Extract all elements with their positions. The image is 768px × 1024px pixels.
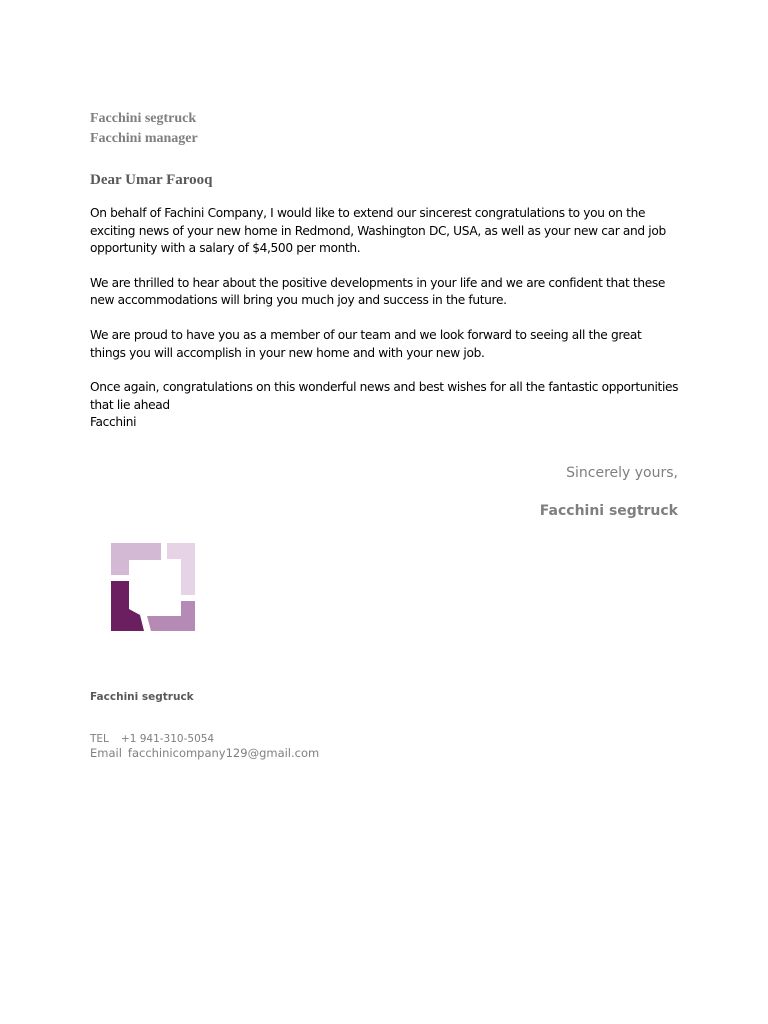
salutation: Dear Umar Farooq: [90, 172, 213, 188]
logo-top-left-piece: [111, 543, 161, 575]
phone-label: TEL: [90, 733, 109, 745]
square-bracket-logo-icon: [111, 543, 195, 631]
logo-bottom-left-piece: [111, 581, 144, 631]
body-paragraph: [90, 379, 680, 432]
email-label: Email: [90, 746, 122, 760]
phone-number: +1 941-310-5054: [120, 733, 215, 745]
footer-company-name: Facchini segtruck: [90, 691, 194, 703]
body-paragraph: We are proud to have you as a member of our team and we look forward to seeing all the great things you will accomplish in your new home and with your new job.: [90, 327, 642, 360]
email-row: [90, 746, 319, 761]
closing-phrase: Sincerely yours,: [566, 465, 678, 481]
sender-block: [90, 109, 198, 149]
signoff-name: Facchini: [90, 415, 137, 430]
phone-row: [90, 732, 319, 746]
letter-body: [90, 205, 680, 432]
body-paragraph: On behalf of Fachini Company, I would like to extend our sincerest congratulations to you on the exciting news of your new home in Redmond, Washington DC, USA, as well as your new car and job opportunity with a salary of $4,500 per month.: [90, 206, 666, 256]
email-address: facchinicompany129@gmail.com: [127, 746, 320, 760]
body-paragraph-text: Once again, congratulations on this wonderful news and best wishes for all the fantastic opportunities that lie ahead: [90, 380, 679, 412]
body-paragraph: We are thrilled to hear about the positive developments in your life and we are confident that these new accommodations will bring you much joy and success in the future.: [90, 275, 666, 308]
contact-block: [90, 732, 319, 761]
signer-name: Facchini segtruck: [539, 503, 678, 519]
sender-title: Facchini manager: [90, 131, 198, 146]
logo-top-right-piece: [167, 543, 195, 595]
logo-bottom-right-piece: [147, 601, 195, 631]
sender-name: Facchini segtruck: [90, 111, 197, 126]
